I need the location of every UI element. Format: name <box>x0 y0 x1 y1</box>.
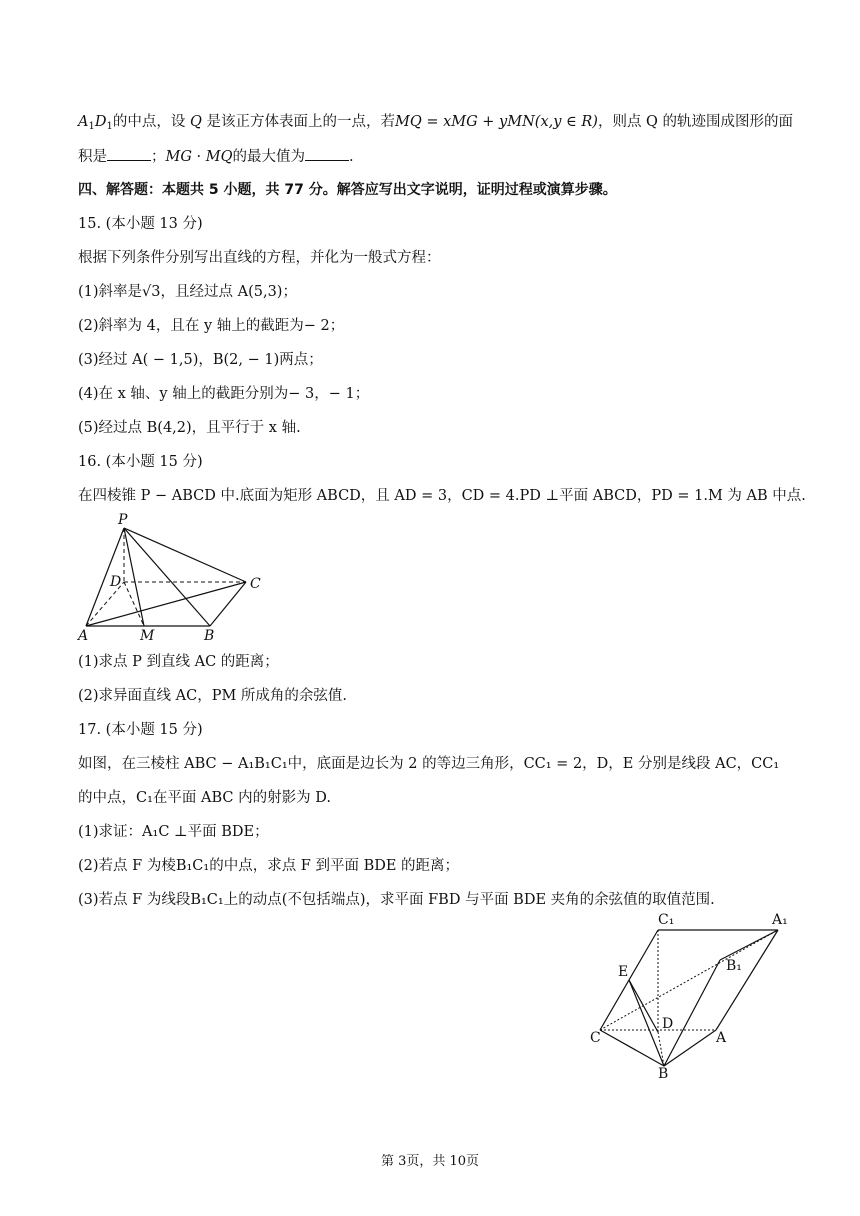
label-D-prism: D <box>662 1016 674 1032</box>
label-C1: C₁ <box>658 912 675 928</box>
q14-text-6: 的最大值为 <box>232 149 305 165</box>
q15-intro: 根据下列条件分别写出直线的方程，并化为一般式方程： <box>78 250 441 266</box>
q14-line-1: $A_1D_1$的中点，设 Q 是该正方体表面上的一点，若MQ = xMG + yMN(x,y ∈ R)，则点 Q 的轨迹围成图形的面 <box>78 114 794 132</box>
q14-line-2 <box>78 146 354 167</box>
q14-q: Q <box>189 114 202 130</box>
label-A1: A₁ <box>772 912 788 928</box>
q16-item-1: (1)求点 P 到直线 AC 的距离； <box>78 654 279 670</box>
q14-d1: D <box>94 114 107 130</box>
q15-item-5: (5)经过点 B(4,2)，且平行于 x 轴. <box>78 420 301 436</box>
q15-item-1: (1)斜率是√3，且经过点 A(5,3)； <box>78 284 297 300</box>
q14-dot-product: MG · MQ <box>165 149 233 165</box>
section-4-heading: 四、解答题：本题共 5 小题，共 77 分。解答应写出文字说明，证明过程或演算步骤。 <box>78 182 617 198</box>
q17-item-2: (2)若点 F 为棱B₁C₁的中点，求点 F 到平面 BDE 的距离； <box>78 858 460 874</box>
label-D: D <box>110 574 122 590</box>
prism-figure <box>586 910 796 1080</box>
answer-blank-2 <box>305 146 349 161</box>
q15-item-3: (3)经过 A( − 1,5)，B(2, − 1)两点； <box>78 352 323 368</box>
label-B-prism: B <box>658 1066 669 1080</box>
q14-text-1: 的中点，设 <box>112 114 190 130</box>
label-E: E <box>618 964 629 980</box>
q16-item-2: (2)求异面直线 AC，PM 所成角的余弦值. <box>78 688 348 704</box>
q16-header: 16. (本小题 15 分) <box>78 454 203 470</box>
q14-text-5: ； <box>151 149 166 165</box>
label-A-prism: A <box>716 1030 727 1046</box>
label-B: B <box>204 628 215 644</box>
q15-header: 15. (本小题 13 分) <box>78 216 203 232</box>
q16-intro: 在四棱锥 P − ABCD 中.底面为矩形 ABCD，且 AD = 3，CD = 4.PD ⊥平面 ABCD，PD = 1.M 为 AB 中点. <box>78 488 806 504</box>
q15-item-2: (2)斜率为 4，且在 y 轴上的截距为− 2； <box>78 318 345 334</box>
label-M: M <box>140 628 155 644</box>
q17-intro-1: 如图，在三棱柱 ABC − A₁B₁C₁中，底面是边长为 2 的等边三角形，CC₁ = 2，D，E 分别是线段 AC，CC₁ <box>78 756 780 772</box>
label-A: A <box>78 628 89 644</box>
q14-end: . <box>349 149 354 165</box>
q14-text-2: 是该正方体表面上的一点，若 <box>201 114 395 130</box>
q14-text-4: 积是 <box>78 149 107 165</box>
label-C-prism: C <box>590 1030 601 1046</box>
label-C: C <box>250 576 261 592</box>
label-B1: B₁ <box>726 958 742 974</box>
q17-item-3: (3)若点 F 为线段B₁C₁上的动点(不包括端点)，求平面 FBD 与平面 BDE 夹角的余弦值的取值范围. <box>78 892 715 908</box>
q14-formula: MQ = xMG + yMN(x,y ∈ R) <box>394 114 598 130</box>
q15-item-4: (4)在 x 轴、y 轴上的截距分别为− 3，− 1； <box>78 386 370 402</box>
page-footer: 第 3页，共 10页 <box>380 1154 480 1169</box>
answer-blank-1 <box>107 146 151 161</box>
q14-text-3: ，则点 Q 的轨迹围成图形的面 <box>597 114 794 130</box>
q17-intro-2: 的中点，C₁在平面 ABC 内的射影为 D. <box>78 790 331 806</box>
q14-a1: A <box>78 114 89 130</box>
label-P: P <box>118 512 128 528</box>
q17-header: 17. (本小题 15 分) <box>78 722 203 738</box>
pyramid-figure <box>74 510 274 645</box>
q17-item-1: (1)求证：A₁C ⊥平面 BDE； <box>78 824 269 840</box>
